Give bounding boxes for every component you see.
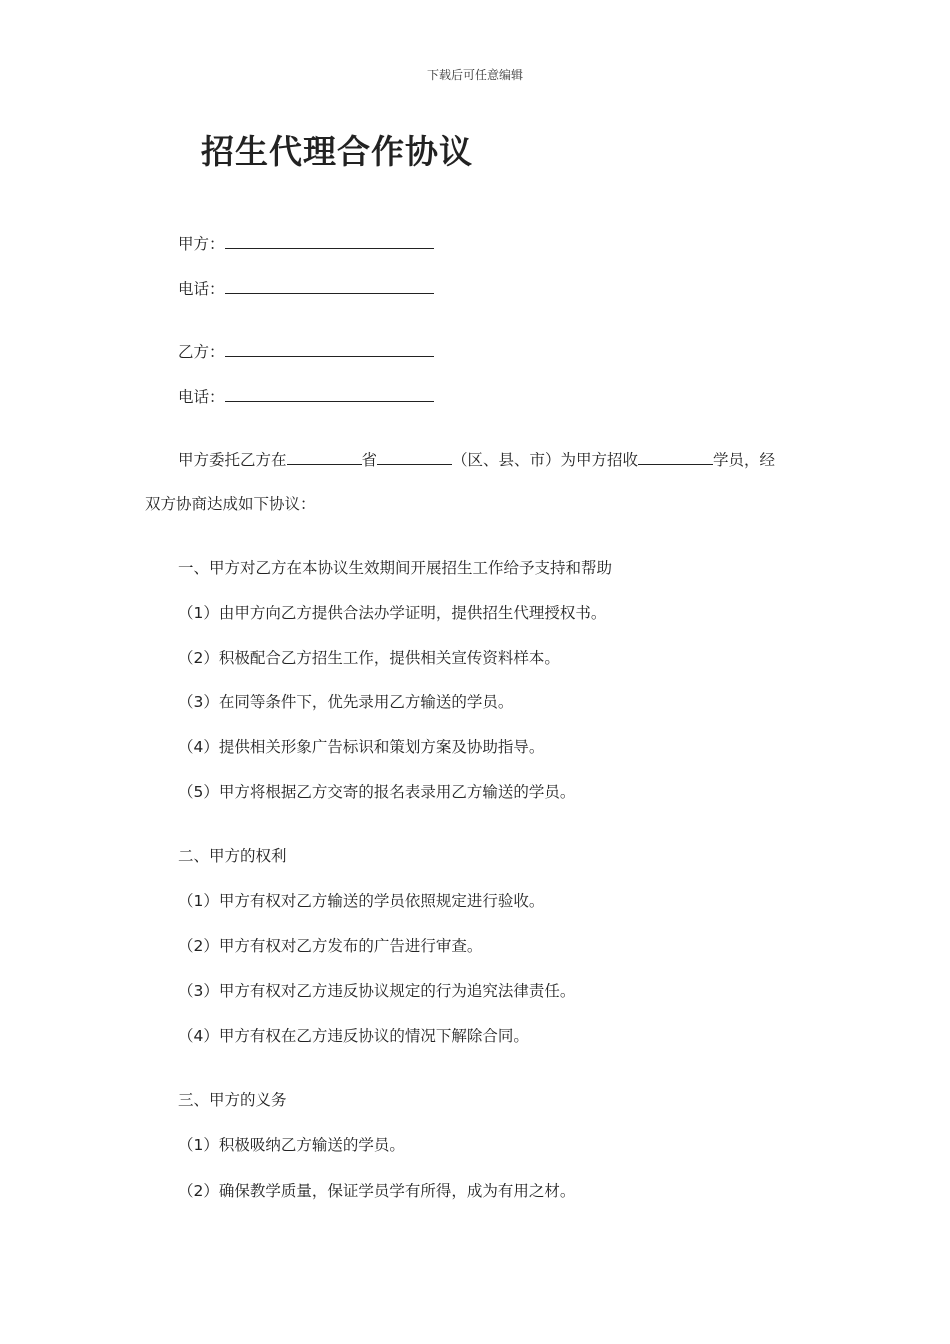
section-2-item-3: （3）甲方有权对乙方违反协议规定的行为追究法律责任。 <box>178 982 576 1000</box>
intro-part2: 省 <box>361 451 378 469</box>
intro-part3: （区、县、市）为甲方招收 <box>452 451 639 469</box>
party-a-phone-blank <box>225 276 434 294</box>
intro-line-2: 双方协商达成如下协议： <box>145 495 316 513</box>
party-a-label: 甲方： <box>178 235 225 253</box>
section-1-item-2: （2）积极配合乙方招生工作，提供相关宣传资料样本。 <box>178 649 560 667</box>
section-1-item-5: （5）甲方将根据乙方交寄的报名表录用乙方输送的学员。 <box>178 783 576 801</box>
province-blank <box>287 447 362 465</box>
party-b-label: 乙方： <box>178 343 225 361</box>
header-note: 下载后可任意编辑 <box>426 68 523 82</box>
section-1-item-1: （1）由甲方向乙方提供合法办学证明，提供招生代理授权书。 <box>178 604 607 622</box>
section-2-item-4: （4）甲方有权在乙方违反协议的情况下解除合同。 <box>178 1027 529 1045</box>
section-2-item-2: （2）甲方有权对乙方发布的广告进行审查。 <box>178 937 483 955</box>
party-b-line <box>178 339 434 363</box>
party-a-phone-label: 电话： <box>178 280 225 298</box>
intro-part4: 学员，经 <box>713 451 776 469</box>
party-a-line <box>178 231 434 255</box>
district-blank <box>377 447 452 465</box>
section-2-item-1: （1）甲方有权对乙方输送的学员依照规定进行验收。 <box>178 892 545 910</box>
party-a-phone-line <box>178 276 434 300</box>
section-3-heading: 三、甲方的义务 <box>178 1091 287 1109</box>
document-title: 招生代理合作协议 <box>201 132 473 171</box>
party-b-phone-blank <box>225 384 434 402</box>
party-b-phone-label: 电话： <box>178 388 225 406</box>
section-3-item-2: （2）确保教学质量，保证学员学有所得，成为有用之材。 <box>178 1182 576 1200</box>
section-2-heading: 二、甲方的权利 <box>178 847 287 865</box>
party-b-phone-line <box>178 384 434 408</box>
section-1-item-4: （4）提供相关形象广告标识和策划方案及协助指导。 <box>178 738 545 756</box>
section-3-item-1: （1）积极吸纳乙方输送的学员。 <box>178 1136 405 1154</box>
section-1-heading: 一、甲方对乙方在本协议生效期间开展招生工作给予支持和帮助 <box>178 559 613 577</box>
intro-line-1 <box>178 447 775 471</box>
party-b-blank <box>225 339 434 357</box>
intro-part1: 甲方委托乙方在 <box>178 451 287 469</box>
student-type-blank <box>638 447 713 465</box>
section-1-item-3: （3）在同等条件下，优先录用乙方输送的学员。 <box>178 693 514 711</box>
party-a-blank <box>225 231 434 249</box>
